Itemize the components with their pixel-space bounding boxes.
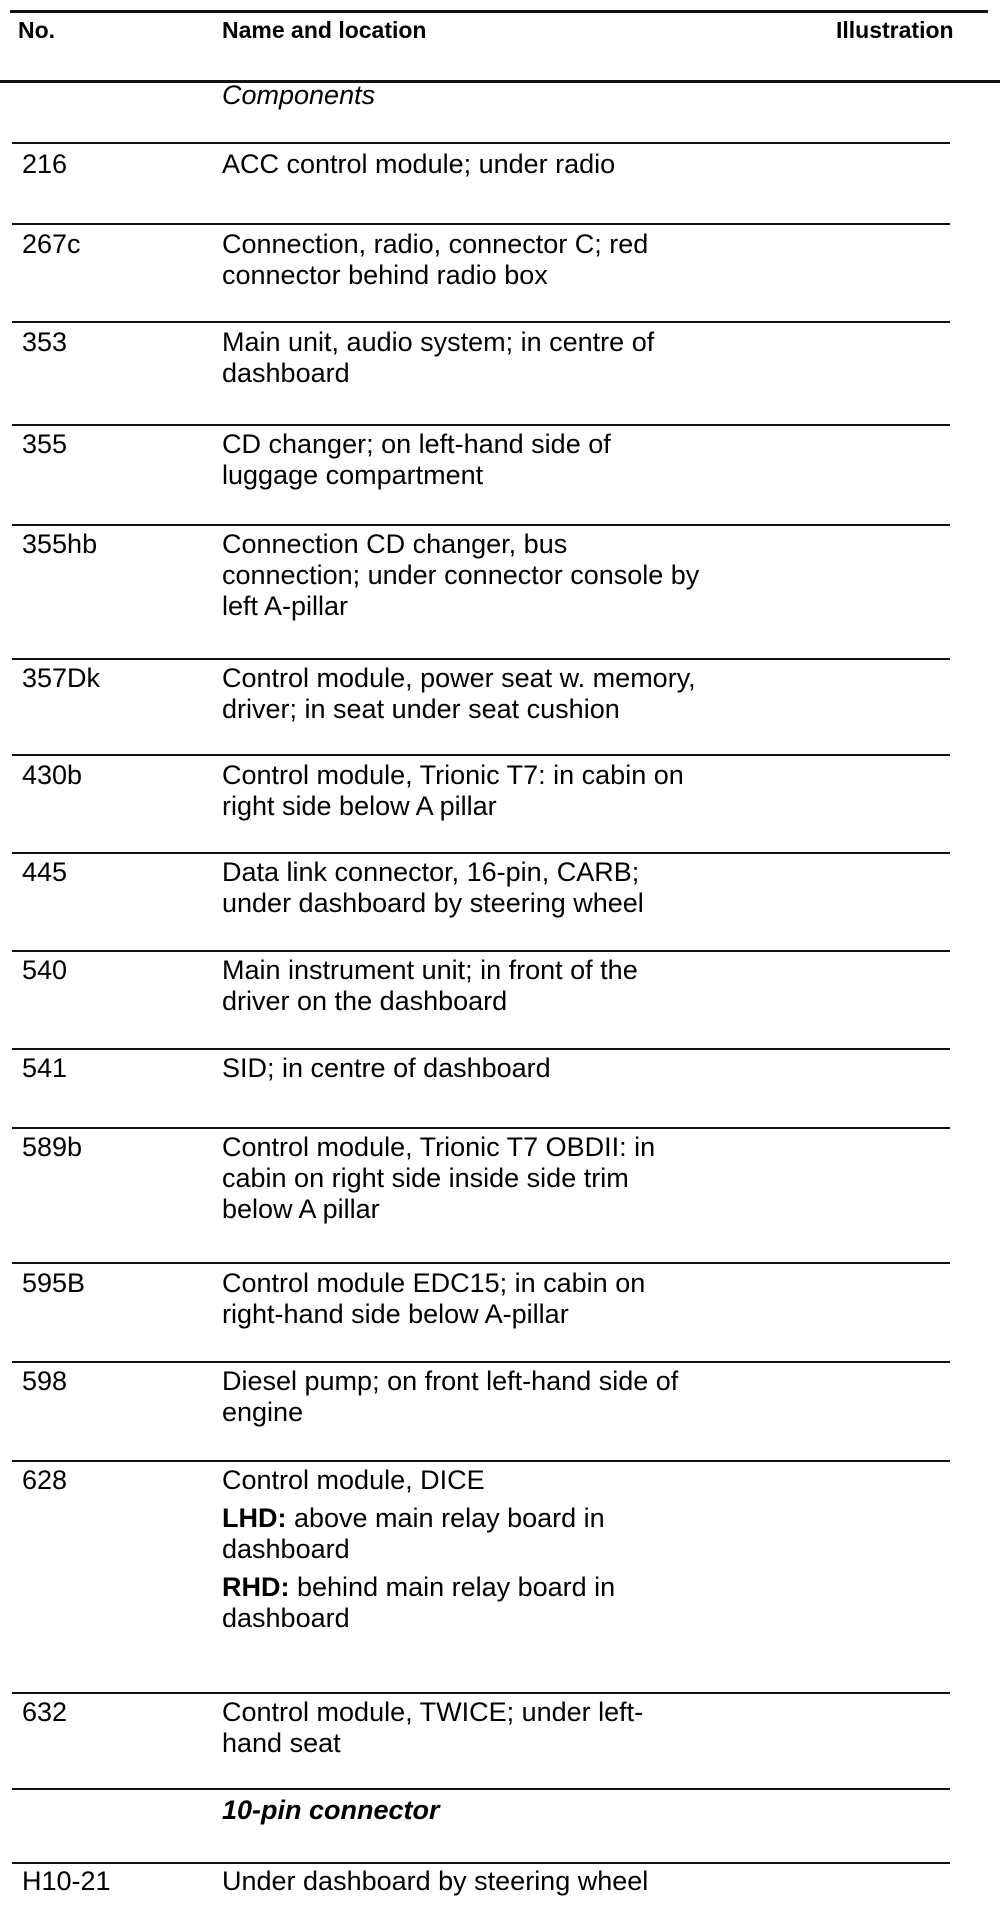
row-description: Diesel pump; on front left-hand side of engine xyxy=(222,1366,679,1427)
header-top-rule xyxy=(10,10,988,13)
row-description: CD changer; on left-hand side of luggage compartment xyxy=(222,429,611,490)
row-rule xyxy=(12,1361,950,1363)
row-rule xyxy=(12,1127,950,1129)
row-number: 357Dk xyxy=(22,663,101,693)
row-description: Control module EDC15; in cabin on right-hand side below A-pillar xyxy=(222,1268,646,1329)
row-number: 628 xyxy=(22,1465,68,1495)
row-rule xyxy=(12,950,950,952)
row-number: 445 xyxy=(22,857,68,887)
row-rule xyxy=(12,1460,950,1462)
row-number: 598 xyxy=(22,1366,68,1396)
row-rule xyxy=(12,852,950,854)
row-rule xyxy=(12,424,950,426)
row-number: 589b xyxy=(22,1132,83,1162)
lhd-note: LHD: above main relay board in xyxy=(222,1503,605,1533)
row-description: Control module, Trionic T7 OBDII: in cabin on right side inside side trim below A pillar xyxy=(222,1132,656,1224)
row-rule xyxy=(12,1048,950,1050)
section-title-10-pin-connector: 10-pin connector xyxy=(222,1795,440,1825)
column-header-illustration: Illustration xyxy=(836,17,954,43)
row-description: ACC control module; under radio xyxy=(222,149,616,179)
row-rule xyxy=(12,142,950,144)
row-number: 216 xyxy=(22,149,68,179)
row-description: Connection, radio, connector C; red connector behind radio box xyxy=(222,229,649,290)
row-number: 355 xyxy=(22,429,68,459)
row-rule xyxy=(12,754,950,756)
row-rule xyxy=(12,1788,950,1790)
row-rule xyxy=(12,1262,950,1264)
row-number: 540 xyxy=(22,955,68,985)
row-description: Under dashboard by steering wheel xyxy=(222,1866,649,1896)
row-rule xyxy=(12,1692,950,1694)
rhd-note: RHD: behind main relay board in xyxy=(222,1572,616,1602)
column-header-name: Name and location xyxy=(222,17,427,43)
row-description: Main unit, audio system; in centre of dashboard xyxy=(222,327,655,388)
row-description: Control module, TWICE; under left- hand seat xyxy=(222,1697,644,1758)
row-number: 353 xyxy=(22,327,68,357)
row-rule xyxy=(12,658,950,660)
row-rule xyxy=(12,1862,950,1864)
row-rule xyxy=(12,223,950,225)
row-description: Connection CD changer, bus connection; under connector console by left A-pillar xyxy=(222,529,700,621)
row-number: 595B xyxy=(22,1268,86,1298)
row-description: SID; in centre of dashboard xyxy=(222,1053,551,1083)
row-number: 267c xyxy=(22,229,81,259)
row-description: Data link connector, 16-pin, CARB; under dashboard by steering wheel xyxy=(222,857,644,918)
row-description: Main instrument unit; in front of the driver on the dashboard xyxy=(222,955,638,1016)
column-header-no: No. xyxy=(18,17,56,43)
row-number: 541 xyxy=(22,1053,68,1083)
row-description: Control module, power seat w. memory, driver; in seat under seat cushion xyxy=(222,663,696,724)
row-number: 430b xyxy=(22,760,83,790)
header-bottom-rule xyxy=(0,80,1000,83)
row-description: Control module, Trionic T7: in cabin on right side below A pillar xyxy=(222,760,684,821)
row-number: 355hb xyxy=(22,529,98,559)
row-rule xyxy=(12,321,950,323)
row-description: Control module, DICE LHD: above main relay board in dashboard RHD: behind main relay board in dashboard xyxy=(222,1465,832,1634)
section-title-components: Components xyxy=(222,80,376,110)
row-number: H10-21 xyxy=(22,1866,111,1896)
row-number: 632 xyxy=(22,1697,68,1727)
row-rule xyxy=(12,524,950,526)
